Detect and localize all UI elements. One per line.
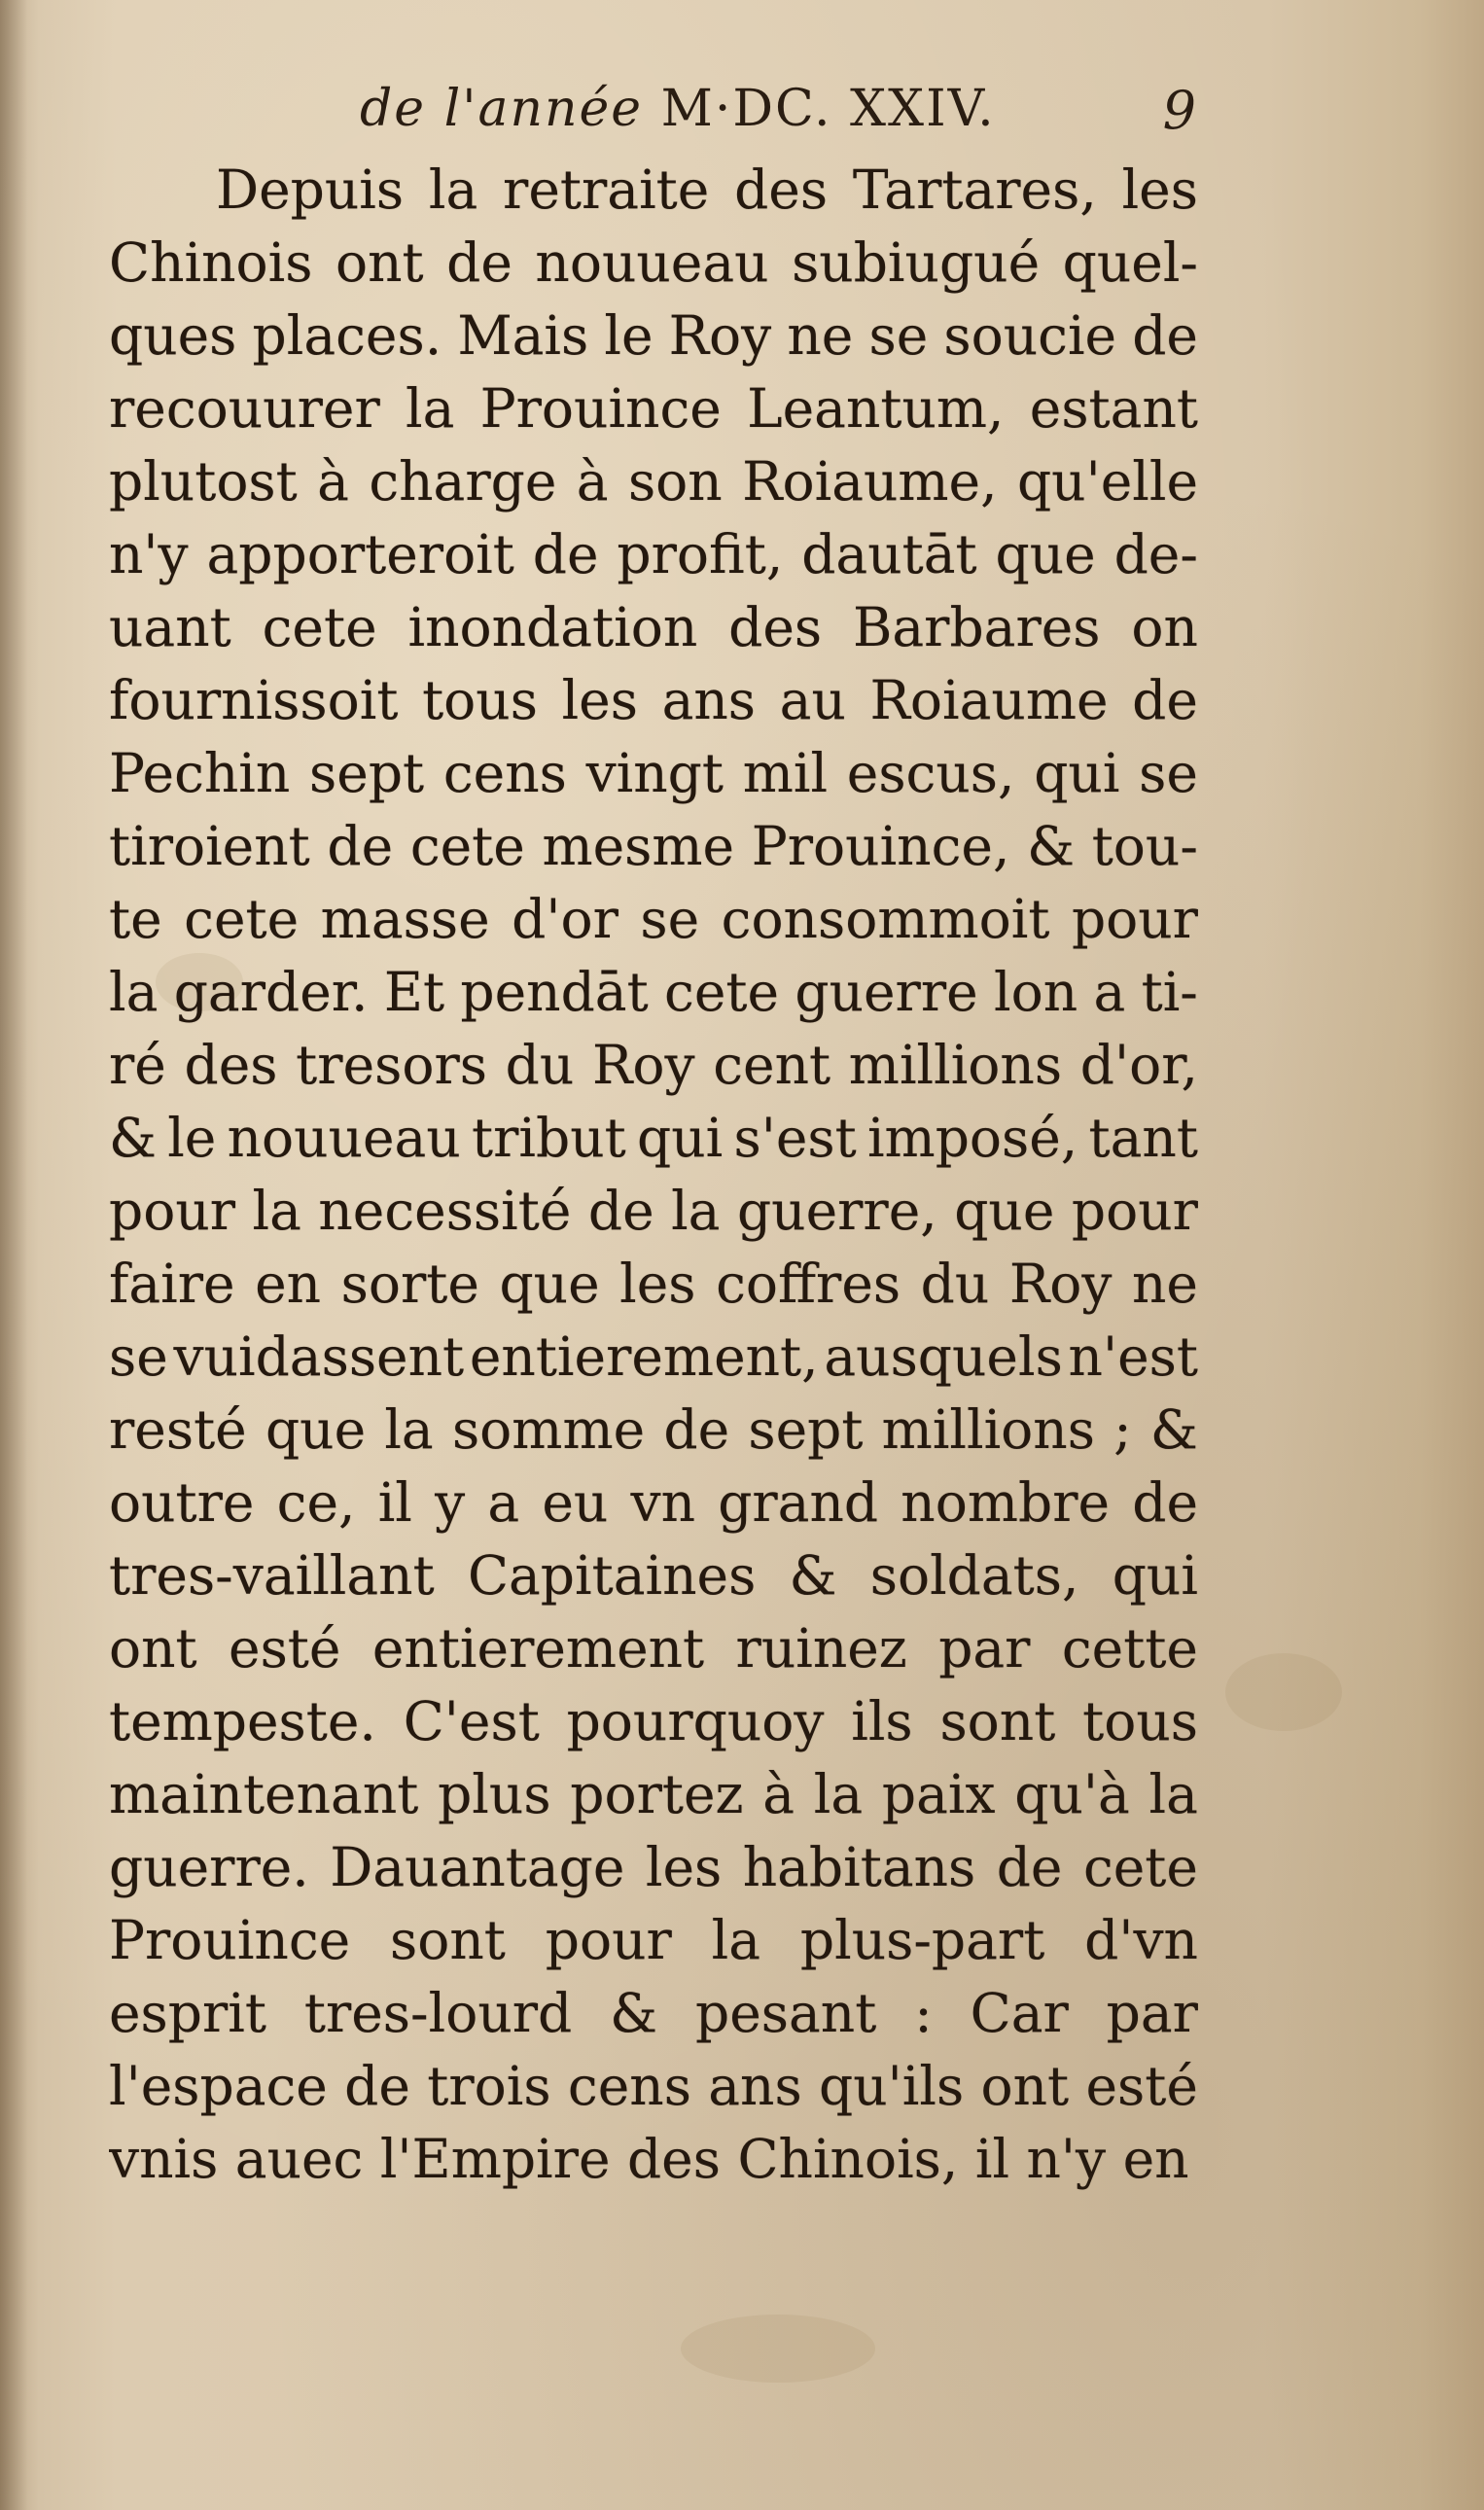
word: Roiaume,	[742, 450, 998, 513]
word: recouurer	[109, 377, 380, 440]
word: de	[996, 1836, 1063, 1898]
word: trois	[427, 2055, 551, 2117]
text-line	[109, 1612, 1198, 1685]
word: ne	[1131, 1253, 1198, 1315]
word: retraite	[503, 159, 710, 221]
word: Et	[383, 961, 445, 1023]
word: du	[505, 1034, 575, 1096]
word: dautāt	[801, 523, 977, 585]
word: habitans	[742, 1836, 976, 1898]
word: ont	[335, 231, 424, 294]
word: la	[109, 961, 159, 1023]
word: on	[1131, 596, 1198, 658]
word: pour	[545, 1909, 672, 1971]
text-line	[109, 1758, 1198, 1831]
word: cette	[1061, 1617, 1198, 1679]
word: par	[1106, 1982, 1198, 2044]
text-line	[109, 1467, 1198, 1539]
word: te	[109, 888, 162, 950]
word: esté	[1085, 2055, 1198, 2117]
word: pourquoy	[566, 1690, 825, 1752]
word: sorte	[340, 1253, 479, 1315]
word: quel-	[1062, 231, 1198, 294]
word: inondation	[407, 596, 698, 658]
word: se	[109, 1326, 168, 1388]
word: grand	[718, 1471, 879, 1534]
word: pesant	[695, 1982, 877, 2044]
word: Prouince,	[751, 815, 1010, 877]
word: Chinois	[109, 231, 313, 294]
word: de	[663, 1398, 730, 1461]
spine-shadow	[0, 0, 27, 2510]
word: de	[1132, 1471, 1198, 1534]
word: somme	[451, 1398, 646, 1461]
word: ;	[1113, 1398, 1132, 1461]
word: places.	[252, 304, 442, 367]
word: qu'ils	[819, 2055, 965, 2117]
running-header	[360, 80, 1196, 158]
word: esté	[229, 1617, 341, 1679]
text-line	[109, 1831, 1198, 1904]
word: Tartares,	[852, 159, 1097, 221]
text-line	[109, 1102, 1198, 1175]
word: les	[645, 1836, 723, 1898]
word: le	[167, 1107, 217, 1169]
word: &	[1149, 1398, 1198, 1461]
word: il	[377, 1471, 412, 1534]
word: guerre.	[109, 1836, 309, 1898]
word: Roy	[591, 1034, 695, 1096]
word: &	[610, 1982, 658, 2044]
word: Car	[970, 1982, 1069, 2044]
text-line	[109, 591, 1198, 664]
word: de	[344, 2055, 410, 2117]
word: paix	[881, 1763, 996, 1825]
word: se	[868, 304, 929, 367]
text-line	[109, 664, 1198, 737]
word: :	[914, 1982, 933, 2044]
word: plus	[438, 1763, 551, 1825]
word: de	[1132, 669, 1198, 731]
word: de	[532, 523, 599, 585]
text-line	[109, 227, 1198, 300]
word: la	[252, 1180, 301, 1242]
word: ils	[851, 1690, 913, 1752]
word: plutost	[109, 450, 298, 513]
word: par	[938, 1617, 1031, 1679]
word: la	[428, 159, 478, 221]
word: tiroient	[109, 815, 310, 877]
word: ans	[661, 669, 757, 731]
word: qu'elle	[1016, 450, 1198, 513]
word: ans	[708, 2055, 802, 2117]
word: d'or,	[1079, 1034, 1198, 1096]
word: pour	[1071, 1180, 1198, 1242]
word: Roy	[1008, 1253, 1113, 1315]
word: a	[1093, 961, 1126, 1023]
word: fournissoit	[109, 669, 399, 731]
word: ont	[109, 1617, 197, 1679]
text-line	[109, 518, 1198, 591]
text-line	[109, 2050, 1198, 2123]
text-line	[109, 1248, 1198, 1321]
word: estant	[1029, 377, 1198, 440]
text-line	[109, 810, 1198, 883]
word: sept	[748, 1398, 864, 1461]
text-line	[109, 883, 1198, 956]
word: Mais	[457, 304, 589, 367]
word: consommoit	[721, 888, 1050, 950]
word: le	[604, 304, 654, 367]
word: vn	[630, 1471, 695, 1534]
word: C'est	[403, 1690, 540, 1752]
word: outre	[109, 1471, 255, 1534]
text-line	[109, 1685, 1198, 1758]
word: qui	[636, 1107, 724, 1169]
word: de	[587, 1180, 654, 1242]
word: garder.	[173, 961, 369, 1023]
word: sont	[939, 1690, 1056, 1752]
word: Roiaume	[869, 669, 1109, 731]
text-line	[109, 372, 1198, 445]
word: la	[813, 1763, 864, 1825]
word: tribut	[472, 1107, 626, 1169]
text-line	[109, 1394, 1198, 1467]
word: cete	[409, 815, 525, 877]
word: des	[734, 159, 829, 221]
word: les	[619, 1253, 696, 1315]
word: n'est	[1068, 1326, 1198, 1388]
word: lon	[994, 961, 1078, 1023]
word: nombre	[901, 1471, 1111, 1534]
word: de	[446, 231, 512, 294]
word: nouueau	[535, 231, 769, 294]
word: la	[671, 1180, 721, 1242]
word: eu	[542, 1471, 609, 1534]
word: imposé,	[866, 1107, 1078, 1169]
word: que	[954, 1180, 1055, 1242]
word: tres-lourd	[303, 1982, 573, 2044]
word: Capitaines	[467, 1544, 757, 1607]
word: plus-part	[799, 1909, 1045, 1971]
word: Prouince	[479, 377, 722, 440]
word: nouueau	[227, 1107, 461, 1169]
text-line	[109, 1977, 1198, 2050]
word: qui	[1034, 742, 1120, 804]
text-line	[109, 1029, 1198, 1102]
word: mesme	[542, 815, 735, 877]
text-line	[109, 154, 1198, 227]
word: coffres	[716, 1253, 901, 1315]
word: des	[728, 596, 823, 658]
word: la	[405, 377, 455, 440]
word: de	[327, 815, 394, 877]
word: qui	[1112, 1544, 1198, 1607]
word: ne	[787, 304, 854, 367]
word: vingt	[585, 742, 724, 804]
word: les	[1121, 159, 1198, 221]
word: tant	[1088, 1107, 1198, 1169]
word: guerre,	[736, 1180, 937, 1242]
word: Depuis	[216, 159, 405, 221]
word: tous	[1082, 1690, 1198, 1752]
word: necessité	[318, 1180, 572, 1242]
body-text	[109, 154, 1198, 2196]
word: se	[640, 888, 700, 950]
word: du	[920, 1253, 990, 1315]
word: Dauantage	[330, 1836, 625, 1898]
word: masse	[320, 888, 490, 950]
word: la	[711, 1909, 761, 1971]
text-line	[109, 737, 1198, 810]
word: ré	[109, 1034, 166, 1096]
word: s'est	[733, 1107, 857, 1169]
paper-stain	[681, 2315, 875, 2383]
word: soldats,	[869, 1544, 1079, 1607]
running-title-year: M·DC. XXIV.	[660, 80, 996, 138]
word: ont	[980, 2055, 1070, 2117]
word: cens	[567, 2055, 691, 2117]
word: soucie	[943, 304, 1117, 367]
word: escus,	[846, 742, 1015, 804]
word: de-	[1113, 523, 1198, 585]
text-line	[109, 1904, 1198, 1977]
word: pour	[1071, 888, 1198, 950]
word: cete	[184, 888, 300, 950]
word: y	[435, 1471, 466, 1534]
word: faire	[109, 1253, 235, 1315]
word: Pechin	[109, 742, 291, 804]
word: tempeste.	[109, 1690, 376, 1752]
word: à	[317, 450, 349, 513]
text-line	[109, 1539, 1198, 1612]
word: uant	[109, 596, 231, 658]
word: &	[1027, 815, 1076, 877]
text-line	[109, 300, 1198, 372]
word: profit,	[617, 523, 784, 585]
word: tous	[422, 669, 538, 731]
word: Prouince	[109, 1909, 351, 1971]
word: sont	[390, 1909, 506, 1971]
paper-stain	[1225, 1653, 1342, 1731]
word: &	[109, 1107, 157, 1169]
word: que	[265, 1398, 367, 1461]
text-line	[109, 1321, 1198, 1394]
word: à	[762, 1763, 795, 1825]
word: l'espace	[109, 2055, 328, 2117]
text-line	[109, 1175, 1198, 1248]
word: qu'à	[1014, 1763, 1130, 1825]
word: les	[561, 669, 638, 731]
word: a	[487, 1471, 520, 1534]
word: au	[779, 669, 846, 731]
word: se	[1139, 742, 1198, 804]
word: vuidassent	[173, 1326, 465, 1388]
word: maintenant	[109, 1763, 419, 1825]
word: sept	[309, 742, 425, 804]
word: pendāt	[460, 961, 649, 1023]
word: ce,	[276, 1471, 356, 1534]
word: des	[184, 1034, 278, 1096]
word: cens	[442, 742, 567, 804]
word: Roy	[668, 304, 772, 367]
word: cent	[713, 1034, 831, 1096]
running-title-italic: de l'année	[360, 80, 644, 138]
word: apporteroit	[206, 523, 514, 585]
word: &	[789, 1544, 837, 1607]
word: cete	[262, 596, 377, 658]
word: charge	[369, 450, 557, 513]
word: pour	[109, 1180, 236, 1242]
word: son	[627, 450, 723, 513]
text-line	[109, 956, 1198, 1029]
word: en	[255, 1253, 322, 1315]
word: cete	[1082, 1836, 1198, 1898]
word: à	[576, 450, 609, 513]
word: subiugué	[792, 231, 1041, 294]
word: d'or	[512, 888, 618, 950]
word: que	[995, 523, 1096, 585]
word: resté	[109, 1398, 247, 1461]
word: que	[499, 1253, 600, 1315]
word: tou-	[1091, 815, 1198, 877]
word: ausquels	[824, 1326, 1063, 1388]
word: la	[1148, 1763, 1198, 1825]
word: esprit	[109, 1982, 266, 2044]
word: millions	[881, 1398, 1095, 1461]
word: portez	[570, 1763, 744, 1825]
page-number: 9	[1162, 80, 1196, 141]
word: tres-vaillant	[109, 1544, 435, 1607]
word: entierement	[371, 1617, 705, 1679]
text-line: vnis auec l'Empire des Chinois, il n'y en	[109, 2128, 1189, 2190]
word: ques	[109, 304, 237, 367]
word: Leantum,	[747, 377, 1005, 440]
word: entierement,	[469, 1326, 819, 1388]
word: n'y	[109, 523, 189, 585]
word: guerre	[795, 961, 978, 1023]
word: Barbares	[852, 596, 1101, 658]
word: la	[384, 1398, 434, 1461]
word: de	[1132, 304, 1198, 367]
text-line	[109, 445, 1198, 518]
word: cete	[664, 961, 780, 1023]
word: ruinez	[735, 1617, 907, 1679]
word: d'vn	[1084, 1909, 1198, 1971]
running-title	[360, 80, 996, 138]
word: tresors	[296, 1034, 487, 1096]
word: ti-	[1141, 961, 1198, 1023]
word: mil	[742, 742, 829, 804]
word: millions	[848, 1034, 1063, 1096]
